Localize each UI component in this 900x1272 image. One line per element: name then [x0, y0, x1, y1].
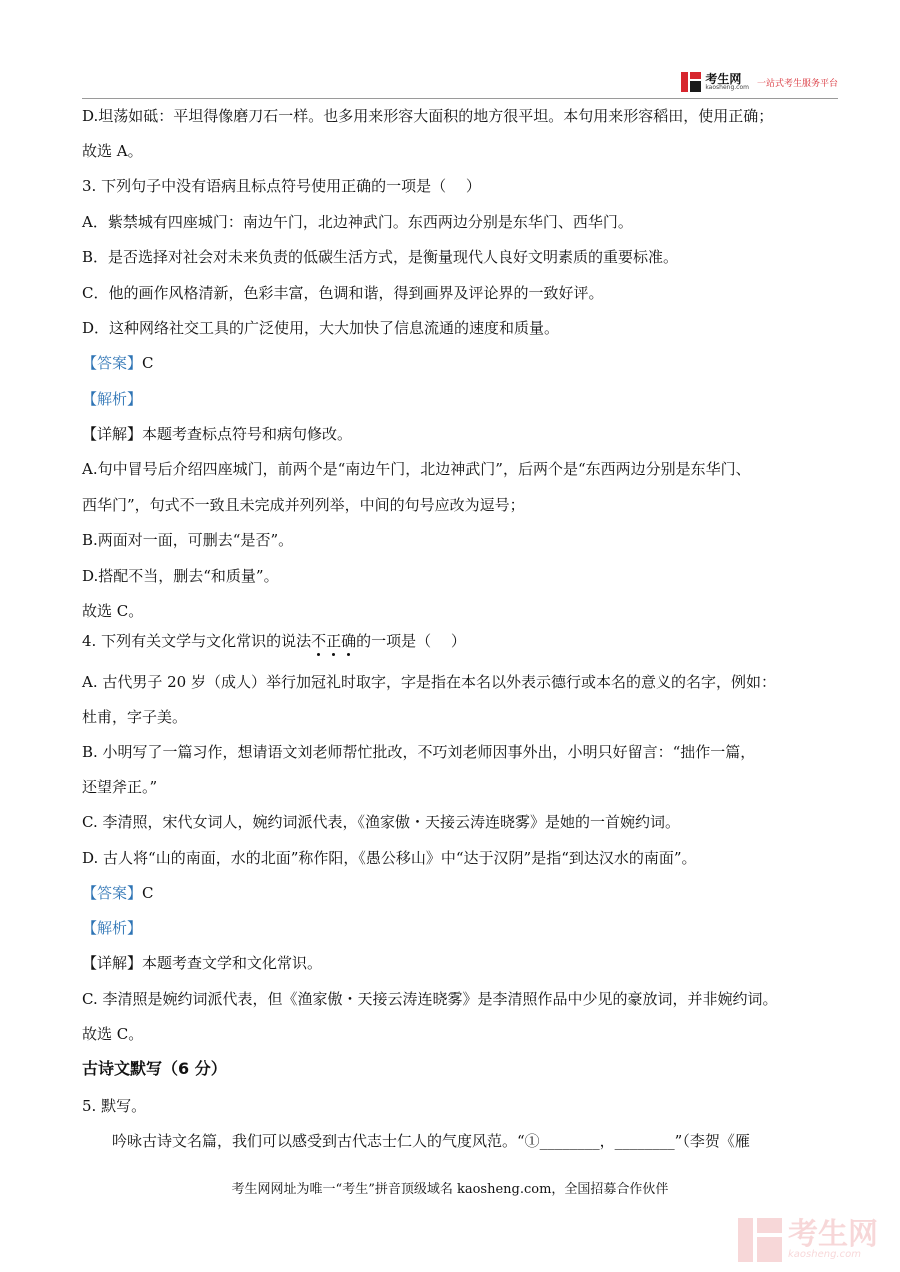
emphasis-char: 不: [311, 632, 327, 650]
section-title: 古诗文默写（6 分）: [82, 1059, 227, 1078]
question-3: 3. 下列句子中没有语病且标点符号使用正确的一项是（ ）: [82, 177, 481, 195]
text-line: C. 李清照是婉约词派代表，但《渔家傲・天接云涛连晓雾》是李清照作品中少见的豪放词，并非婉约词。: [82, 990, 778, 1008]
option-b: B. 小明写了一篇习作，想请语文刘老师帮忙批改，不巧刘老师因事外出，小明只好留言：“拙作一篇，: [82, 743, 756, 761]
text-line: D.坦荡如砥：平坦得像磨刀石一样。也多用来形容大面积的地方很平坦。本句用来形容稻田，使用正确；: [82, 107, 774, 125]
option-c: C．他的画作风格清新，色彩丰富，色调和谐，得到画界及评论界的一致好评。: [82, 284, 604, 302]
logo-domain: kaosheng.com: [705, 84, 749, 91]
emphasis-char: 正: [326, 632, 342, 650]
watermark-name: 考生网: [788, 1217, 878, 1252]
detail-line: 【详解】本题考查标点符号和病句修改。: [82, 425, 353, 443]
watermark-domain: kaosheng.com: [788, 1249, 861, 1260]
answer-tag: 【答案】: [82, 884, 143, 902]
header-divider: [82, 98, 838, 99]
answer-line: [82, 883, 154, 903]
text-line: 故选 C。: [82, 1025, 144, 1043]
answer-value: C: [142, 884, 154, 902]
analysis-tag: 【解析】: [82, 919, 143, 937]
text-line: B.两面对一面，可删去“是否”。: [82, 531, 294, 549]
footer-text: 考生网网址为唯一“考生”拼音顶级域名 kaosheng.com，全国招募合作伙伴: [231, 1182, 669, 1197]
watermark: [738, 1218, 878, 1262]
text-line: D.搭配不当，删去“和质量”。: [82, 567, 279, 585]
emphasis-char: 确: [341, 632, 357, 650]
text-line: 西华门”，句式不一致且未完成并列列举，中间的句号应改为逗号；: [82, 496, 525, 514]
option-b: B．是否选择对社会对未来负责的低碳生活方式，是衡量现代人良好文明素质的重要标准。: [82, 248, 679, 266]
logo-slogan: 一站式考生服务平台: [756, 78, 838, 89]
text-line: 还望斧正。”: [82, 778, 158, 796]
option-a: A．紫禁城有四座城门：南边午门，北边神武门。东西两边分别是东华门、西华门。: [82, 213, 633, 231]
option-d: D. 古人将“山的南面，水的北面”称作阳，《愚公移山》中“达于汉阴”是指“到达汉水的南面”。: [82, 849, 697, 867]
text-line: A.句中冒号后介绍四座城门，前两个是“南边午门，北边神武门”，后两个是“东西两边分别是东华门、: [82, 460, 751, 478]
kaosheng-watermark-icon: [738, 1218, 782, 1262]
detail-line: 【详解】本题考查文学和文化常识。: [82, 954, 323, 972]
option-d: D．这种网络社交工具的广泛使用，大大加快了信息流通的速度和质量。: [82, 319, 560, 337]
header-logo: [681, 72, 838, 92]
text-line: 故选 C。: [82, 602, 144, 620]
kaosheng-logo-icon: [681, 72, 701, 92]
text-line: 故选 A。: [82, 142, 143, 160]
analysis-tag: 【解析】: [82, 390, 143, 408]
answer-line: [82, 353, 154, 373]
option-c: C. 李清照，宋代女词人，婉约词派代表，《渔家傲・天接云涛连晓雾》是她的一首婉约词。: [82, 813, 680, 831]
answer-value: C: [142, 354, 154, 372]
text-line: 吟咏古诗文名篇，我们可以感受到古代志士仁人的气度风范。“①________，________”（李贺《雁: [112, 1132, 750, 1150]
text-line: 杜甫，字子美。: [82, 708, 188, 726]
logo-name: 考生网: [705, 72, 742, 86]
question-4: 4. 下列有关文学与文化常识的说法不正确的一项是（ ）: [82, 632, 466, 650]
option-a: A. 古代男子 20 岁（成人）举行加冠礼时取字，字是指在本名以外表示德行或本名的意义的名字，例如：: [82, 673, 776, 691]
question-5: 5. 默写。: [82, 1097, 147, 1115]
answer-tag: 【答案】: [82, 354, 143, 372]
